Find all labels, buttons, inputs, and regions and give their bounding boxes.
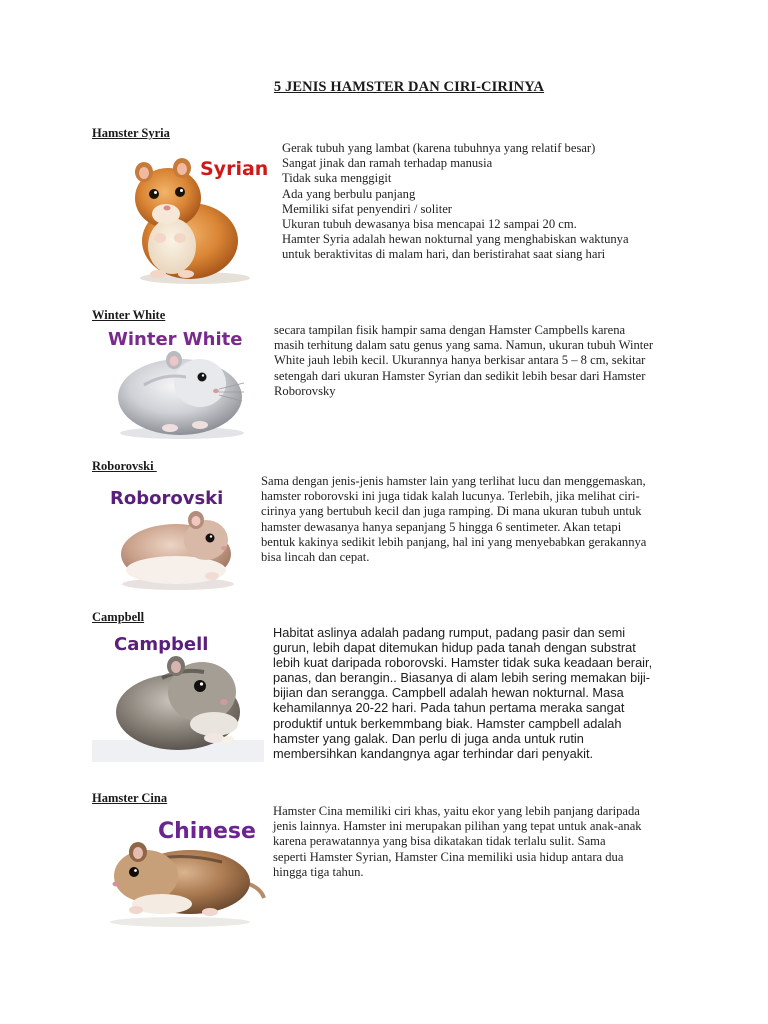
campbell-line: membersihkan kandangnya agar terhindar dari penyakit. — [273, 745, 594, 761]
roborovski-line: bentuk kakinya sedikit lebih panjang, hal ini yang menyebabkan gerakannya — [261, 534, 647, 549]
section-heading-cina: Hamster Cina — [92, 791, 168, 805]
roborovski-line: bisa lincah dan cepat. — [261, 550, 370, 565]
chinese-hamster-photo — [92, 812, 266, 928]
winter-white-line: setengah dari ukuran Hamster Syrian dan sedikit lebih besar dari Hamster — [274, 368, 646, 383]
chinese-label: Chinese — [158, 819, 256, 844]
roborovski-line: hamster roborovski ini juga tidak kalah lucunya. Terlebih, jika melihat ciri- — [261, 489, 640, 504]
section-heading-roborovski: Roborovski — [92, 459, 157, 473]
roborovski-line: cirinya yang bertubuh kecil dan juga ramping. Di mana ukuran tubuh untuk — [261, 504, 642, 519]
syria-line: Tidak suka menggigit — [282, 171, 392, 186]
syria-line: untuk beraktivitas di malam hari, dan beristirahat saat siang hari — [282, 247, 606, 262]
campbell-line: kehamilannya 20-22 hari. Pada tahun pertama meraka sangat — [273, 700, 625, 716]
campbell-line: Habitat aslinya adalah padang rumput, padang pasir dan semi — [273, 625, 626, 640]
section-heading-winter-white: Winter White — [92, 308, 166, 322]
winter-white-line: secara tampilan fisik hampir sama dengan Hamster Campbells karena — [274, 323, 626, 337]
campbell-label: Campbell — [114, 634, 209, 655]
section-text-winter-white — [274, 323, 653, 399]
page-title: 5 JENIS HAMSTER DAN CIRI-CIRINYA — [273, 79, 545, 95]
section-heading-campbell: Campbell — [92, 610, 145, 624]
roborovski-line: hamster dewasanya hanya sepanjang 5 hingga 6 sentimeter. Akan tetapi — [261, 519, 622, 534]
campbell-line: gurun, lebih dapat ditemukan hidup pada tanah dengan substrat — [273, 640, 636, 656]
winter-white-line: masih terhitung dalam satu genus yang sama. Namun, ukuran tubuh Winter — [274, 338, 654, 353]
syria-line: Hamter Syria adalah hewan nokturnal yang menghabiskan waktunya — [282, 232, 629, 247]
campbell-line: lebih kuat daripada roborovski. Hamster tidak suka keadaan berair, — [273, 655, 653, 671]
cina-line: Hamster Cina memiliki ciri khas, yaitu ekor yang lebih panjang daripada — [273, 804, 640, 818]
section-text-roborovski — [261, 474, 646, 565]
campbell-line: panas, dan berangin.. Biasanya di alam lebih sering memakan biji- — [273, 670, 651, 686]
roborovski-hamster-photo — [106, 484, 246, 594]
campbell-line: produktif untuk berkemmbang biak. Hamster campbell adalah — [273, 715, 622, 731]
syria-line: Sangat jinak dan ramah terhadap manusia — [282, 156, 493, 171]
cina-line: karena perawatannya yang bisa dikatakan tidak terlalu sulit. Sama — [273, 834, 606, 849]
campbell-line: bijian dan serangga. Campbell adalah hewan nokturnal. Masa — [273, 685, 624, 701]
winter-white-hamster-photo — [104, 325, 254, 440]
winter-white-label: Winter White — [108, 329, 243, 350]
section-text-cina — [273, 804, 642, 880]
section-text-campbell — [273, 625, 652, 761]
roborovski-label: Roborovski — [110, 488, 224, 509]
section-text-syria — [282, 141, 629, 263]
syria-line: Gerak tubuh yang lambat (karena tubuhnya yang relatif besar) — [282, 141, 596, 155]
syrian-label-overlay — [198, 155, 270, 181]
section-heading-syria: Hamster Syria — [92, 126, 170, 140]
winter-white-line: White jauh lebih kecil. Ukurannya hanya berkisar antara 5 – 8 cm, sekitar — [274, 353, 646, 368]
syria-line: Ukuran tubuh dewasanya bisa mencapai 12 sampai 20 cm. — [282, 217, 577, 232]
cina-line: jenis lainnya. Hamster ini merupakan pilihan yang tepat untuk anak-anak — [273, 819, 642, 834]
cina-line: seperti Hamster Syrian, Hamster Cina memiliki usia hidup antara dua — [273, 849, 624, 864]
roborovski-line: Sama dengan jenis-jenis hamster lain yang terlihat lucu dan menggemaskan, — [261, 474, 646, 488]
syria-line: Memiliki sifat penyendiri / soliter — [282, 201, 452, 216]
winter-white-line: Roborovsky — [274, 383, 336, 398]
cina-line: hingga tiga tahun. — [273, 864, 364, 879]
syrian-label: Syrian — [200, 158, 269, 180]
syria-line: Ada yang berbulu panjang — [282, 186, 416, 201]
campbell-hamster-photo — [92, 628, 264, 762]
campbell-line: hamster yang galak. Dan perlu di juga anda untuk rutin — [273, 730, 584, 746]
